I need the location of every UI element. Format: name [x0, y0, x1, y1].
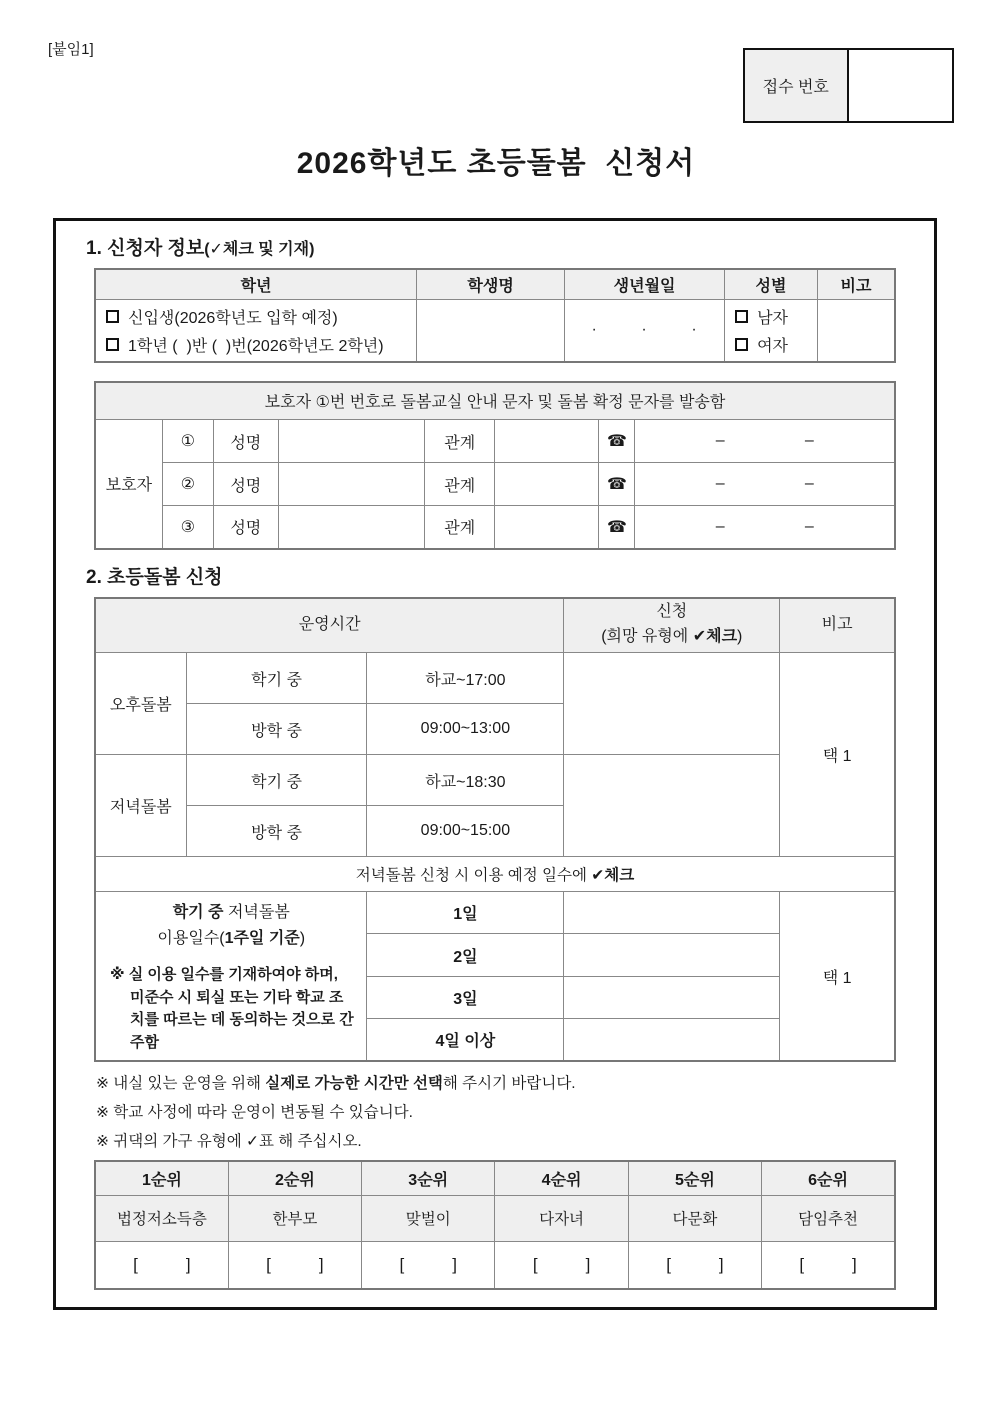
checkbox-icon[interactable] — [106, 310, 119, 323]
gender-option-male-label: 남자 — [757, 309, 789, 327]
evening-care-row-1 — [95, 755, 895, 806]
phone-icon: ☎ — [599, 420, 635, 463]
guardian-relation-input-2[interactable] — [495, 463, 599, 506]
note-3-text: ※ 귀댁의 가구 유형에 ✓표 해 주십시오. — [96, 1133, 362, 1151]
guardian-relation-label-3: 관계 — [425, 506, 495, 549]
priority-rank-5: 5순위 — [628, 1161, 761, 1195]
priority-check-cell-5[interactable] — [628, 1241, 761, 1289]
days-row-1 — [95, 892, 895, 934]
phone-icon: ☎ — [599, 463, 635, 506]
apply-header-suffix: ) — [737, 628, 743, 646]
priority-rank-1: 1순위 — [95, 1161, 228, 1195]
priority-rank-3: 3순위 — [362, 1161, 495, 1195]
section1-heading-sub: (✓체크 및 기재) — [204, 241, 315, 258]
bracket-close: ] — [452, 1254, 457, 1274]
guardian-relation-label-1: 관계 — [425, 420, 495, 463]
phone-separator-group — [635, 518, 894, 536]
days-subtitle — [106, 926, 356, 952]
receipt-number-label: 접수 번호 — [745, 50, 849, 121]
col-header-student-name: 학생명 — [417, 269, 565, 299]
bracket-close: ] — [585, 1254, 591, 1274]
evening-days-band-row — [95, 857, 895, 892]
evening-semester-time: 하교~18:30 — [367, 755, 564, 806]
day-1-check-cell[interactable] — [564, 892, 780, 934]
program-afternoon-care: 오후돌봄 — [95, 653, 186, 755]
days-subtitle-bold: 1주일 기준 — [224, 929, 300, 947]
checkbox-icon[interactable] — [735, 338, 748, 351]
household-priority-table — [94, 1160, 896, 1290]
priority-category-single-parent: 한부모 — [228, 1195, 361, 1241]
section2-heading: 2. 초등돌봄 신청 — [86, 566, 223, 588]
bracket-open: [ — [133, 1254, 138, 1274]
band-prefix: 저녁돌봄 신청 시 이용 예정 일수에 — [355, 867, 592, 884]
priority-category-multicultural: 다문화 — [628, 1195, 761, 1241]
guardian-row-header: 보호자 — [95, 420, 162, 549]
receipt-number-value[interactable] — [849, 50, 953, 121]
guardian-number-2: ② — [162, 463, 213, 506]
afternoon-vacation-label: 방학 중 — [186, 704, 367, 755]
guardian-name-input-3[interactable] — [278, 506, 424, 549]
priority-check-cell-3[interactable] — [362, 1241, 495, 1289]
bracket-open: [ — [666, 1254, 671, 1274]
phone-separator-group — [635, 475, 894, 493]
priority-category-low-income: 법정저소득층 — [95, 1195, 228, 1241]
section1-heading-main: 1. 신청자 정보 — [86, 238, 205, 259]
phone-icon: ☎ — [599, 506, 635, 549]
days-title — [106, 900, 356, 926]
day-option-1: 1일 — [367, 892, 564, 934]
gender-option-female[interactable] — [725, 333, 817, 356]
bracket-close: ] — [718, 1254, 724, 1274]
grade-option-new-student-label: 신입생(2026학년도 입학 예정) — [128, 309, 338, 327]
student-name-input-cell[interactable] — [417, 299, 565, 362]
student-info-header-row — [95, 269, 895, 299]
note-1-suffix: 해 주시기 바랍니다. — [442, 1075, 576, 1093]
bracket-close: ] — [318, 1254, 324, 1274]
evening-semester-label: 학기 중 — [186, 755, 367, 806]
note-1-prefix: ※ 내실 있는 운영을 위해 — [96, 1075, 266, 1093]
bracket-group — [495, 1255, 627, 1275]
priority-category-multi-child: 다자녀 — [495, 1195, 628, 1241]
apply-header-check: ✔체크 — [692, 628, 738, 646]
guardian-table — [94, 381, 896, 550]
guardian-name-label-2: 성명 — [213, 463, 278, 506]
note-2-text: ※ 학교 사정에 따라 운영이 변동될 수 있습니다. — [96, 1104, 413, 1122]
bracket-close: ] — [852, 1254, 857, 1274]
bracket-group — [762, 1255, 894, 1275]
days-note-cell — [95, 892, 367, 1062]
evening-vacation-label: 방학 중 — [186, 806, 367, 857]
priority-category-dual-income: 맞벌이 — [362, 1195, 495, 1241]
phone-dash: – — [715, 475, 725, 492]
guardian-name-input-1[interactable] — [278, 420, 424, 463]
guardian-name-label-1: 성명 — [213, 420, 278, 463]
checkbox-icon[interactable] — [106, 338, 119, 351]
priority-check-cell-6[interactable] — [762, 1241, 895, 1289]
guardian-row-1 — [95, 420, 895, 463]
afternoon-vacation-time: 09:00~13:00 — [367, 704, 564, 755]
col-header-remark: 비고 — [780, 598, 895, 653]
gender-cell — [725, 299, 818, 362]
priority-check-cell-2[interactable] — [228, 1241, 361, 1289]
phone-dash: – — [715, 517, 725, 535]
guardian-relation-input-1[interactable] — [495, 420, 599, 463]
afternoon-semester-label: 학기 중 — [186, 653, 367, 704]
form-title: 2026학년도 초등돌봄 신청서 — [296, 147, 696, 180]
day-option-3: 3일 — [367, 976, 564, 1018]
priority-check-row — [95, 1241, 895, 1289]
day-option-4: 4일 이상 — [367, 1019, 564, 1061]
day-4-check-cell[interactable] — [564, 1019, 780, 1061]
birthdate-input-cell[interactable]: · · · — [565, 299, 725, 362]
note-input-cell[interactable] — [817, 299, 895, 362]
attachment-label: [붙임1] — [48, 41, 94, 58]
note-1-bold: 실제로 가능한 시간만 선택 — [265, 1075, 443, 1093]
col-header-operating-hours: 운영시간 — [95, 598, 564, 653]
guardian-number-1: ① — [162, 420, 213, 463]
days-compliance-note: ※ 실 이용 일수를 기재하여야 하며, 미준수 시 퇴실 또는 기타 학교 조치를 따르는 데 동의하는 것으로 간주함 — [110, 966, 354, 1051]
days-subtitle-prefix: 이용일수( — [157, 929, 225, 947]
grade-option-first-grade-label: 1학년 ( )반 ( )번(2026학년도 2학년) — [128, 337, 384, 355]
guardian-phone-input-2[interactable] — [635, 463, 895, 506]
guardian-phone-input-3[interactable] — [635, 506, 895, 549]
guardian-row-3 — [95, 506, 895, 549]
note-line-2 — [96, 1100, 896, 1122]
priority-check-cell-1[interactable] — [95, 1241, 228, 1289]
evening-care-check-cell[interactable] — [564, 755, 780, 857]
care-remark-choose-one: 택 1 — [780, 653, 895, 857]
guardian-row-2 — [95, 463, 895, 506]
col-header-apply — [564, 598, 780, 653]
apply-header-line2 — [564, 625, 779, 650]
evening-days-band — [95, 857, 895, 892]
priority-rank-4: 4순위 — [495, 1161, 628, 1195]
receipt-number-box — [743, 48, 954, 123]
grade-option-new-student[interactable] — [96, 305, 416, 328]
student-info-table — [94, 268, 896, 363]
col-header-grade: 학년 — [95, 269, 417, 299]
bracket-open: [ — [266, 1254, 271, 1274]
bracket-group — [362, 1255, 494, 1275]
afternoon-care-check-cell[interactable] — [564, 653, 780, 755]
phone-separator-group — [635, 432, 894, 450]
priority-category-teacher-recommend: 담임추천 — [762, 1195, 895, 1241]
note-line-3 — [96, 1129, 896, 1151]
bracket-close: ] — [185, 1254, 191, 1274]
grade-cell — [95, 299, 417, 362]
program-evening-care: 저녁돌봄 — [95, 755, 186, 857]
gender-option-male[interactable] — [725, 305, 817, 328]
bracket-open: [ — [799, 1254, 805, 1274]
day-2-check-cell[interactable] — [564, 934, 780, 976]
student-info-body-row — [95, 299, 895, 362]
apply-header-prefix: (희망 유형에 — [601, 628, 693, 646]
priority-rank-2: 2순위 — [228, 1161, 361, 1195]
grade-option-first-grade[interactable] — [96, 333, 416, 356]
guardian-number-3: ③ — [162, 506, 213, 549]
phone-dash: – — [804, 517, 814, 535]
afternoon-semester-time: 하교~17:00 — [367, 653, 564, 704]
evening-vacation-time: 09:00~15:00 — [367, 806, 564, 857]
days-subtitle-suffix: ) — [299, 929, 306, 947]
col-header-gender: 성별 — [725, 269, 818, 299]
priority-check-cell-4[interactable] — [495, 1241, 628, 1289]
form-outline-box — [53, 218, 937, 1310]
priority-rank-row — [95, 1161, 895, 1195]
day-3-check-cell[interactable] — [564, 976, 780, 1018]
afternoon-care-row-1 — [95, 653, 895, 704]
phone-dash: – — [804, 432, 814, 449]
band-check: ✔체크 — [591, 867, 635, 884]
bracket-group — [629, 1255, 761, 1275]
col-header-note: 비고 — [817, 269, 895, 299]
phone-dash: – — [804, 475, 814, 492]
notes-block — [96, 1071, 896, 1151]
days-title-rest: 저녁돌봄 — [223, 904, 290, 921]
gender-option-female-label: 여자 — [757, 337, 789, 355]
guardian-name-input-2[interactable] — [278, 463, 424, 506]
section1-heading — [86, 233, 896, 260]
note-line-1 — [96, 1071, 896, 1093]
bracket-group — [229, 1255, 361, 1275]
days-title-bold: 학기 중 — [172, 904, 224, 921]
guardian-notice-row — [95, 382, 895, 420]
care-table-header-row — [95, 598, 895, 653]
col-header-birthdate: 생년월일 — [565, 269, 725, 299]
checkbox-icon[interactable] — [735, 310, 748, 323]
phone-dash: – — [715, 432, 725, 449]
priority-category-row — [95, 1195, 895, 1241]
bracket-open: [ — [399, 1254, 405, 1274]
day-option-2: 2일 — [367, 934, 564, 976]
guardian-name-label-3: 성명 — [213, 506, 278, 549]
bracket-open: [ — [532, 1254, 538, 1274]
bracket-group — [96, 1255, 228, 1275]
guardian-relation-input-3[interactable] — [495, 506, 599, 549]
guardian-phone-input-1[interactable] — [635, 420, 895, 463]
care-application-table — [94, 597, 896, 1063]
apply-header-line1: 신청 — [656, 603, 688, 621]
guardian-notice: 보호자 ①번 번호로 돌봄교실 안내 문자 및 돌봄 확정 문자를 발송함 — [95, 382, 895, 420]
priority-rank-6: 6순위 — [762, 1161, 895, 1195]
guardian-relation-label-2: 관계 — [425, 463, 495, 506]
days-remark-choose-one: 택 1 — [780, 892, 895, 1062]
